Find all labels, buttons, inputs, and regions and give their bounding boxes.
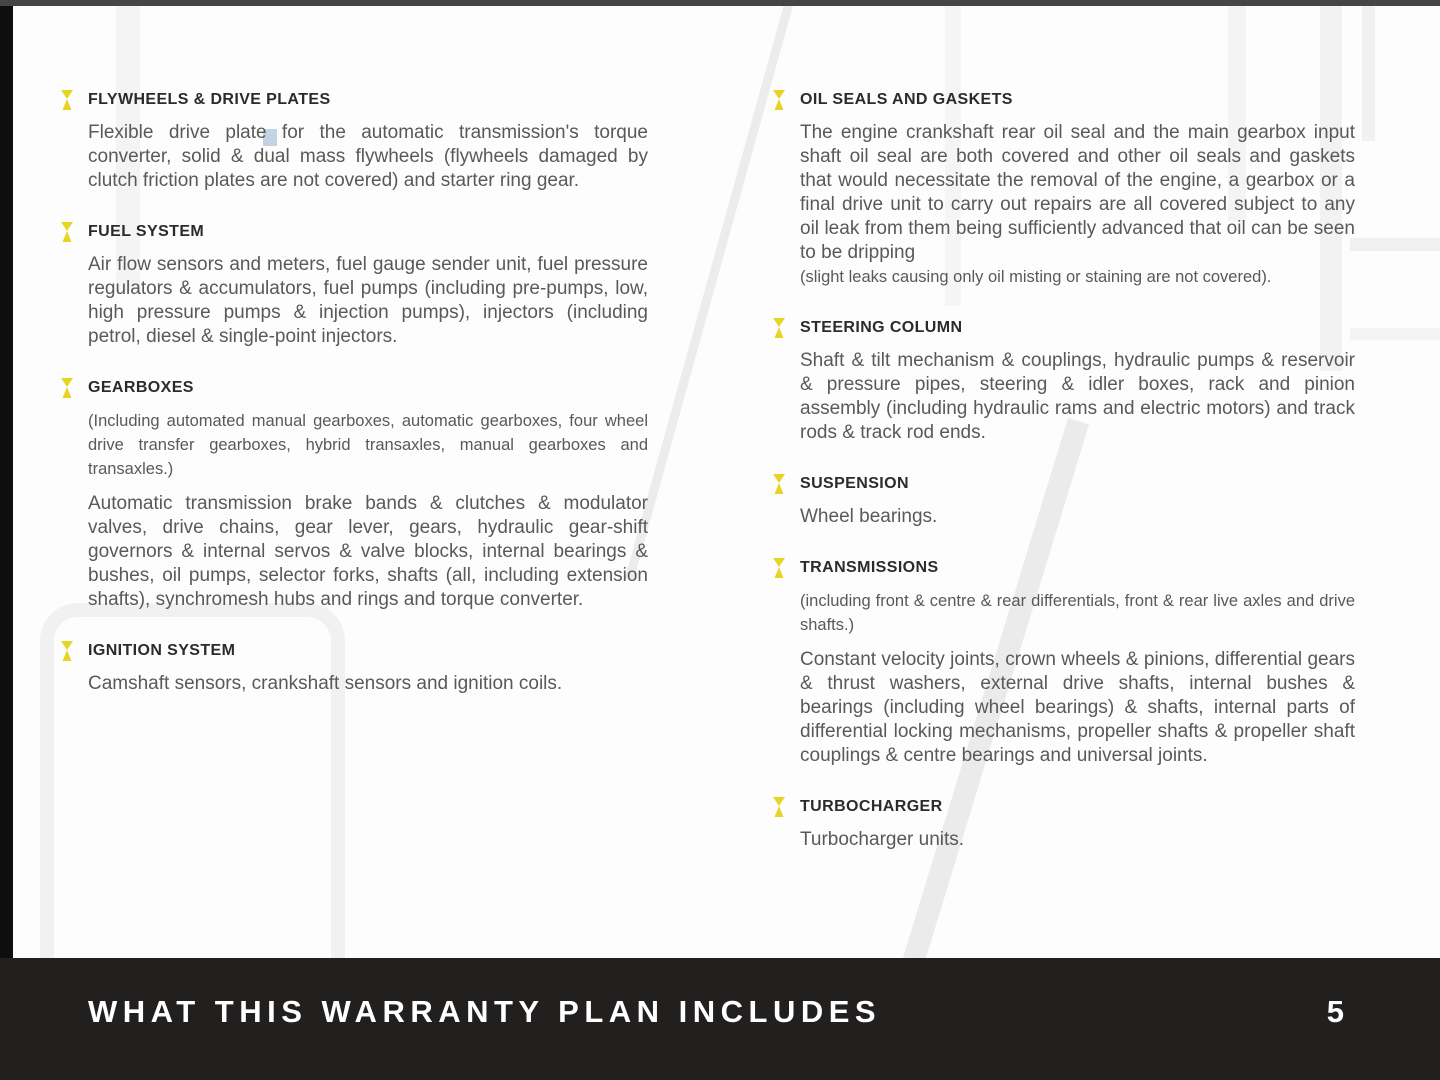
section-body: Air flow sensors and meters, fuel gauge sender unit, fuel pressure regulators & accumulators, fuel pumps (including pre-pumps, low, high pressure pumps & injection pumps), injectors (including petrol, diesel & single-point injectors. [88, 254, 648, 347]
watermark-vertical-band [1362, 6, 1375, 141]
left-border-bar [0, 0, 13, 1080]
section-flywheels-drive-plates [88, 90, 648, 193]
footer-title: WHAT THIS WARRANTY PLAN INCLUDES [88, 994, 882, 1029]
section-oil-seals-gaskets [800, 90, 1355, 289]
section-body: The engine crankshaft rear oil seal and the main gearbox input shaft oil seal are both covered and other oil seals and gaskets that would necessitate the removal of the engine, a gearbox or a final drive unit to carry out repairs are all covered subject to any oil leak from them being sufficiently advanced that oil can be seen to be dripping [800, 122, 1355, 263]
bullet-marker-icon [60, 641, 74, 661]
section-steering-column [800, 318, 1355, 445]
bullet-marker-icon [772, 318, 786, 338]
section-note: (including front & centre & rear differentials, front & rear live axles and drive shafts.) [800, 592, 1355, 634]
bullet-marker-icon [60, 378, 74, 398]
section-heading: STEERING COLUMN [800, 319, 963, 336]
section-heading: TRANSMISSIONS [800, 559, 939, 576]
section-suspension [800, 474, 1355, 529]
section-body: Constant velocity joints, crown wheels & pinions, differential gears & thrust washers, external drive shafts, internal bushes & bearings (including wheel bearings) & shafts, internal parts of differential locking mechanisms, propeller shafts & propeller shaft couplings & centre bearings and universal joints. [800, 649, 1355, 766]
footer-page-number: 5 [1326, 994, 1345, 1029]
section-gearboxes [88, 378, 648, 612]
section-turbocharger [800, 797, 1355, 852]
section-transmissions [800, 558, 1355, 768]
section-ignition-system [88, 641, 648, 696]
watermark-diagonal-upper [625, 0, 797, 580]
bullet-marker-icon [772, 558, 786, 578]
bullet-marker-icon [772, 90, 786, 110]
footer-bar [0, 958, 1440, 1080]
section-body: Flexible drive plate for the automatic transmission's torque converter, solid & dual mass flywheels (flywheels damaged by clutch friction plates are not covered) and starter ring gear. [88, 122, 648, 191]
section-body: Shaft & tilt mechanism & couplings, hydraulic pumps & reservoir & pressure pipes, steering & idler boxes, rack and pinion assembly (including hydraulic rams and electric motors) and track rods & track rod ends. [800, 350, 1355, 443]
section-heading: IGNITION SYSTEM [88, 642, 236, 659]
section-fuel-system [88, 222, 648, 349]
watermark-horizontal-band [1350, 328, 1440, 340]
left-column [88, 90, 648, 725]
top-border-strip [0, 0, 1440, 6]
right-column [800, 90, 1355, 881]
section-footnote: (slight leaks causing only oil misting or staining are not covered). [800, 268, 1272, 286]
section-heading: GEARBOXES [88, 379, 194, 396]
section-heading: TURBOCHARGER [800, 798, 943, 815]
section-body: Turbocharger units. [800, 829, 965, 850]
section-heading: SUSPENSION [800, 475, 909, 492]
bullet-marker-icon [772, 474, 786, 494]
bullet-marker-icon [60, 90, 74, 110]
section-body: Automatic transmission brake bands & clutches & modulator valves, drive chains, gear lever, gears, hydraulic gear-shift governors & internal servos & valve blocks, internal bearings & bushes, oil pumps, selector forks, shafts (all, including extension shafts), synchromesh hubs and rings and torque converter. [88, 493, 648, 610]
section-body: Wheel bearings. [800, 506, 938, 527]
bullet-marker-icon [60, 222, 74, 242]
bullet-marker-icon [772, 797, 786, 817]
section-note: (Including automated manual gearboxes, automatic gearboxes, four wheel drive transfer gearboxes, hybrid transaxles, manual gearboxes and transaxles.) [88, 412, 648, 478]
section-heading: FUEL SYSTEM [88, 223, 205, 240]
section-body: Camshaft sensors, crankshaft sensors and ignition coils. [88, 673, 563, 694]
section-heading: OIL SEALS AND GASKETS [800, 91, 1013, 108]
section-heading: FLYWHEELS & DRIVE PLATES [88, 91, 331, 108]
watermark-horizontal-band [1350, 238, 1440, 251]
